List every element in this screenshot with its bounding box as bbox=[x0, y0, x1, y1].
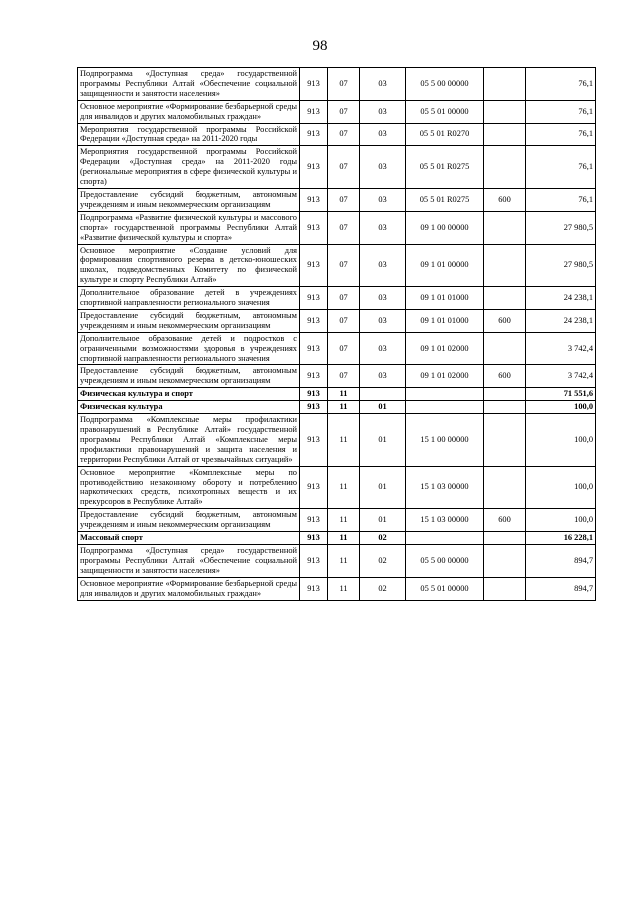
row-subsection-cell: 03 bbox=[360, 332, 406, 365]
budget-table bbox=[77, 67, 596, 601]
row-sum-cell: 76,1 bbox=[526, 100, 596, 123]
table-row bbox=[78, 123, 596, 146]
row-section-cell: 07 bbox=[328, 287, 360, 310]
row-target-article-cell: 09 1 01 02000 bbox=[406, 332, 484, 365]
row-ved-cell: 913 bbox=[300, 401, 328, 414]
table-row bbox=[78, 365, 596, 388]
row-ved-cell: 913 bbox=[300, 123, 328, 146]
row-target-article-cell: 15 1 03 00000 bbox=[406, 509, 484, 532]
row-sum-cell: 100,0 bbox=[526, 401, 596, 414]
row-expense-type-cell bbox=[484, 211, 526, 244]
row-name-cell: Физическая культура и спорт bbox=[78, 388, 300, 401]
row-sum-cell: 71 551,6 bbox=[526, 388, 596, 401]
row-sum-cell: 3 742,4 bbox=[526, 365, 596, 388]
row-expense-type-cell bbox=[484, 287, 526, 310]
row-subsection-cell: 01 bbox=[360, 509, 406, 532]
row-ved-cell: 913 bbox=[300, 332, 328, 365]
row-expense-type-cell bbox=[484, 332, 526, 365]
row-section-cell: 11 bbox=[328, 466, 360, 509]
row-expense-type-cell bbox=[484, 68, 526, 101]
row-subsection-cell: 03 bbox=[360, 68, 406, 101]
row-target-article-cell: 09 1 01 00000 bbox=[406, 244, 484, 287]
row-section-cell: 07 bbox=[328, 244, 360, 287]
row-expense-type-cell: 600 bbox=[484, 188, 526, 211]
row-section-cell: 11 bbox=[328, 544, 360, 577]
row-name-cell: Массовый спорт bbox=[78, 532, 300, 545]
row-sum-cell: 100,0 bbox=[526, 466, 596, 509]
row-sum-cell: 76,1 bbox=[526, 146, 596, 189]
row-ved-cell: 913 bbox=[300, 509, 328, 532]
row-name-cell: Мероприятия государственной программы Российской Федерации «Доступная среда» на 2011-2020 годы bbox=[78, 123, 300, 146]
row-expense-type-cell bbox=[484, 100, 526, 123]
row-section-cell: 11 bbox=[328, 577, 360, 600]
row-expense-type-cell bbox=[484, 466, 526, 509]
row-target-article-cell bbox=[406, 388, 484, 401]
row-expense-type-cell bbox=[484, 401, 526, 414]
row-sum-cell: 27 980,5 bbox=[526, 244, 596, 287]
row-ved-cell: 913 bbox=[300, 211, 328, 244]
table-body bbox=[78, 68, 596, 601]
table-row bbox=[78, 401, 596, 414]
row-target-article-cell: 15 1 00 00000 bbox=[406, 414, 484, 467]
row-section-cell: 11 bbox=[328, 414, 360, 467]
row-subsection-cell: 03 bbox=[360, 365, 406, 388]
row-ved-cell: 913 bbox=[300, 544, 328, 577]
row-subsection-cell: 01 bbox=[360, 466, 406, 509]
row-name-cell: Основное мероприятие «Формирование безбарьерной среды для инвалидов и других маломобильных граждан» bbox=[78, 100, 300, 123]
row-name-cell: Подпрограмма «Доступная среда» государственной программы Республики Алтай «Обеспечение социальной защищенности и занятости населения» bbox=[78, 544, 300, 577]
table-row bbox=[78, 68, 596, 101]
table-row bbox=[78, 146, 596, 189]
row-subsection-cell: 03 bbox=[360, 146, 406, 189]
row-name-cell: Основное мероприятие «Создание условий для формирования спортивного резерва в детско-юношеских школах, подведомственных Комитету по физической культуре и спорту Республики Алтай» bbox=[78, 244, 300, 287]
row-subsection-cell bbox=[360, 388, 406, 401]
table-row bbox=[78, 287, 596, 310]
row-section-cell: 11 bbox=[328, 388, 360, 401]
row-subsection-cell: 02 bbox=[360, 532, 406, 545]
row-section-cell: 07 bbox=[328, 100, 360, 123]
row-expense-type-cell bbox=[484, 544, 526, 577]
row-ved-cell: 913 bbox=[300, 146, 328, 189]
row-section-cell: 07 bbox=[328, 309, 360, 332]
row-name-cell: Предоставление субсидий бюджетным, автономным учреждениям и иным некоммерческим организациям bbox=[78, 509, 300, 532]
page-number: 98 bbox=[312, 38, 328, 54]
row-subsection-cell: 01 bbox=[360, 414, 406, 467]
row-name-cell: Дополнительное образование детей в учреждениях спортивной направленности регионального значения bbox=[78, 287, 300, 310]
table-row bbox=[78, 577, 596, 600]
row-target-article-cell: 05 5 01 R0270 bbox=[406, 123, 484, 146]
row-target-article-cell: 09 1 00 00000 bbox=[406, 211, 484, 244]
row-ved-cell: 913 bbox=[300, 287, 328, 310]
row-name-cell: Основное мероприятие «Формирование безбарьерной среды для инвалидов и других маломобильных граждан» bbox=[78, 577, 300, 600]
table-row bbox=[78, 509, 596, 532]
row-name-cell: Дополнительное образование детей и подростков с ограниченными возможностями здоровья в учреждениях спортивной направленности регионального значения bbox=[78, 332, 300, 365]
row-ved-cell: 913 bbox=[300, 68, 328, 101]
row-ved-cell: 913 bbox=[300, 414, 328, 467]
table-row bbox=[78, 544, 596, 577]
row-subsection-cell: 03 bbox=[360, 123, 406, 146]
row-ved-cell: 913 bbox=[300, 388, 328, 401]
row-name-cell: Основное мероприятие «Комплексные меры по противодействию незаконному обороту и потреблению наркотических средств, психотропных веществ и их прекурсоров в Республике Алтай» bbox=[78, 466, 300, 509]
row-sum-cell: 76,1 bbox=[526, 68, 596, 101]
row-sum-cell: 24 238,1 bbox=[526, 309, 596, 332]
row-subsection-cell: 02 bbox=[360, 577, 406, 600]
row-target-article-cell: 05 5 01 R0275 bbox=[406, 146, 484, 189]
row-sum-cell: 76,1 bbox=[526, 123, 596, 146]
row-target-article-cell bbox=[406, 532, 484, 545]
row-name-cell: Мероприятия государственной программы Российской Федерации «Доступная среда» на 2011-2020 годы (региональные мероприятия в сфере физической культуры и спорта) bbox=[78, 146, 300, 189]
row-sum-cell: 894,7 bbox=[526, 544, 596, 577]
row-name-cell: Предоставление субсидий бюджетным, автономным учреждениям и иным некоммерческим организациям bbox=[78, 365, 300, 388]
row-subsection-cell: 02 bbox=[360, 544, 406, 577]
row-expense-type-cell: 600 bbox=[484, 309, 526, 332]
row-target-article-cell: 09 1 01 02000 bbox=[406, 365, 484, 388]
row-target-article-cell bbox=[406, 401, 484, 414]
row-ved-cell: 913 bbox=[300, 532, 328, 545]
row-name-cell: Подпрограмма «Развитие физической культуры и массового спорта» государственной программы Республики Алтай «Развитие физической культуры и спорта» bbox=[78, 211, 300, 244]
row-expense-type-cell: 600 bbox=[484, 509, 526, 532]
table-row bbox=[78, 309, 596, 332]
row-ved-cell: 913 bbox=[300, 100, 328, 123]
row-section-cell: 07 bbox=[328, 188, 360, 211]
row-section-cell: 07 bbox=[328, 365, 360, 388]
row-expense-type-cell: 600 bbox=[484, 365, 526, 388]
row-ved-cell: 913 bbox=[300, 188, 328, 211]
row-target-article-cell: 05 5 01 R0275 bbox=[406, 188, 484, 211]
row-sum-cell: 3 742,4 bbox=[526, 332, 596, 365]
row-name-cell: Подпрограмма «Доступная среда» государственной программы Республики Алтай «Обеспечение социальной защищенности и занятости населения» bbox=[78, 68, 300, 101]
table-row bbox=[78, 532, 596, 545]
row-section-cell: 07 bbox=[328, 68, 360, 101]
row-target-article-cell: 15 1 03 00000 bbox=[406, 466, 484, 509]
row-subsection-cell: 03 bbox=[360, 188, 406, 211]
row-target-article-cell: 05 5 00 00000 bbox=[406, 544, 484, 577]
table-row bbox=[78, 244, 596, 287]
row-name-cell: Физическая культура bbox=[78, 401, 300, 414]
row-expense-type-cell bbox=[484, 577, 526, 600]
row-ved-cell: 913 bbox=[300, 577, 328, 600]
row-subsection-cell: 03 bbox=[360, 309, 406, 332]
row-name-cell: Предоставление субсидий бюджетным, автономным учреждениям и иным некоммерческим организациям bbox=[78, 309, 300, 332]
row-ved-cell: 913 bbox=[300, 365, 328, 388]
row-section-cell: 07 bbox=[328, 332, 360, 365]
row-subsection-cell: 03 bbox=[360, 100, 406, 123]
row-expense-type-cell bbox=[484, 123, 526, 146]
row-subsection-cell: 03 bbox=[360, 211, 406, 244]
row-sum-cell: 27 980,5 bbox=[526, 211, 596, 244]
table-row bbox=[78, 414, 596, 467]
row-expense-type-cell bbox=[484, 388, 526, 401]
row-sum-cell: 16 228,1 bbox=[526, 532, 596, 545]
row-target-article-cell: 05 5 01 00000 bbox=[406, 577, 484, 600]
row-target-article-cell: 05 5 00 00000 bbox=[406, 68, 484, 101]
row-expense-type-cell bbox=[484, 532, 526, 545]
row-expense-type-cell bbox=[484, 244, 526, 287]
table-row bbox=[78, 188, 596, 211]
row-sum-cell: 24 238,1 bbox=[526, 287, 596, 310]
row-section-cell: 11 bbox=[328, 401, 360, 414]
row-name-cell: Предоставление субсидий бюджетным, автономным учреждениям и иным некоммерческим организациям bbox=[78, 188, 300, 211]
row-expense-type-cell bbox=[484, 414, 526, 467]
table-row bbox=[78, 332, 596, 365]
row-sum-cell: 76,1 bbox=[526, 188, 596, 211]
row-target-article-cell: 09 1 01 01000 bbox=[406, 287, 484, 310]
row-expense-type-cell bbox=[484, 146, 526, 189]
row-sum-cell: 100,0 bbox=[526, 509, 596, 532]
table-row bbox=[78, 100, 596, 123]
row-section-cell: 11 bbox=[328, 532, 360, 545]
row-section-cell: 07 bbox=[328, 146, 360, 189]
row-ved-cell: 913 bbox=[300, 244, 328, 287]
table-row bbox=[78, 466, 596, 509]
row-name-cell: Подпрограмма «Комплексные меры профилактики правонарушений в Республике Алтай» государственной программы Республики Алтай «Комплексные меры профилактики правонарушений и защита населения и территории Республики Алтай от чрезвычайных ситуаций» bbox=[78, 414, 300, 467]
table-row bbox=[78, 388, 596, 401]
row-sum-cell: 894,7 bbox=[526, 577, 596, 600]
row-subsection-cell: 01 bbox=[360, 401, 406, 414]
row-target-article-cell: 09 1 01 01000 bbox=[406, 309, 484, 332]
row-section-cell: 11 bbox=[328, 509, 360, 532]
table-row bbox=[78, 211, 596, 244]
row-target-article-cell: 05 5 01 00000 bbox=[406, 100, 484, 123]
row-section-cell: 07 bbox=[328, 123, 360, 146]
row-subsection-cell: 03 bbox=[360, 287, 406, 310]
row-subsection-cell: 03 bbox=[360, 244, 406, 287]
row-ved-cell: 913 bbox=[300, 466, 328, 509]
row-sum-cell: 100,0 bbox=[526, 414, 596, 467]
row-ved-cell: 913 bbox=[300, 309, 328, 332]
row-section-cell: 07 bbox=[328, 211, 360, 244]
